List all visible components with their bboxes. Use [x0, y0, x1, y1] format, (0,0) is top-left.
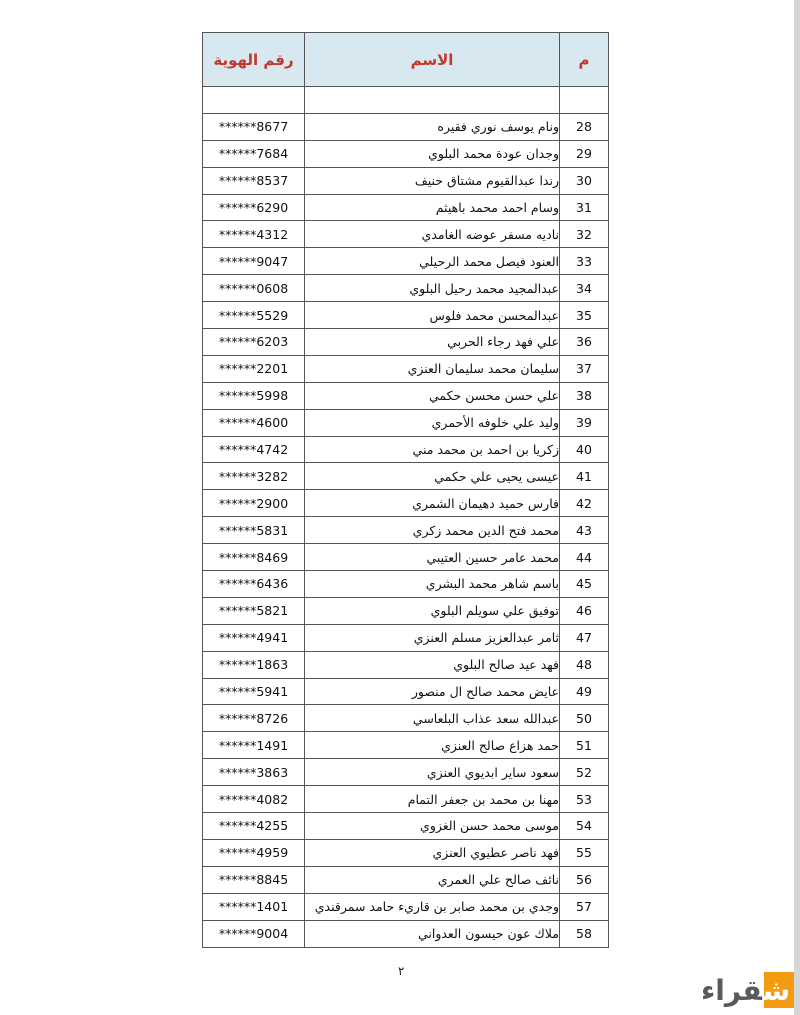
row-name: زكريا بن احمد بن محمد مني: [305, 436, 560, 463]
table-row: [203, 167, 609, 194]
row-number: 32: [560, 221, 609, 248]
row-number: 56: [560, 866, 609, 893]
table-row: [203, 355, 609, 382]
table-row: [203, 194, 609, 221]
row-name: ثامر عبدالعزيز مسلم العنزي: [305, 624, 560, 651]
row-number: 47: [560, 624, 609, 651]
row-id-number: ******8726: [203, 705, 305, 732]
row-id-number: ******5998: [203, 382, 305, 409]
row-number: 36: [560, 329, 609, 356]
row-name: العنود فيصل محمد الرحيلي: [305, 248, 560, 275]
row-name: علي حسن محسن حكمي: [305, 382, 560, 409]
table-row: [203, 113, 609, 140]
table-row: [203, 517, 609, 544]
row-number: 31: [560, 194, 609, 221]
row-id-number: ******4082: [203, 786, 305, 813]
row-number: 55: [560, 839, 609, 866]
table-header-row: [203, 33, 609, 87]
row-number: 43: [560, 517, 609, 544]
row-name: فهد ناصر عطيوي العنزي: [305, 839, 560, 866]
row-name: علي فهد رجاء الحربي: [305, 329, 560, 356]
row-name: موسى محمد حسن الغزوي: [305, 813, 560, 840]
site-logo: [700, 972, 794, 1008]
table-row: [203, 920, 609, 947]
row-id-number: ******4312: [203, 221, 305, 248]
row-id-number: ******2201: [203, 355, 305, 382]
table-row: [203, 221, 609, 248]
table-row: [203, 329, 609, 356]
row-number: 57: [560, 893, 609, 920]
row-name: محمد فتح الدين محمد زكري: [305, 517, 560, 544]
row-id-number: ******2900: [203, 490, 305, 517]
row-id-number: ******6290: [203, 194, 305, 221]
table-row: [203, 544, 609, 571]
table-row: [203, 490, 609, 517]
row-id-number: ******4255: [203, 813, 305, 840]
logo-first-letter: ش: [762, 974, 790, 1007]
row-id-number: ******8677: [203, 113, 305, 140]
row-id-number: ******4959: [203, 839, 305, 866]
row-id-number: ******1491: [203, 732, 305, 759]
table-row: [203, 786, 609, 813]
table-row: [203, 893, 609, 920]
row-name: محمد عامر حسين العتيبي: [305, 544, 560, 571]
table-row: [203, 678, 609, 705]
table-row: [203, 597, 609, 624]
row-id-number: ******4742: [203, 436, 305, 463]
table-row: [203, 651, 609, 678]
row-number: 44: [560, 544, 609, 571]
row-name: عبدالمحسن محمد فلوس: [305, 302, 560, 329]
table-row: [203, 382, 609, 409]
table-row: [203, 409, 609, 436]
row-number: 58: [560, 920, 609, 947]
table-row: [203, 140, 609, 167]
row-number: 54: [560, 813, 609, 840]
row-name: ملاك عون حيسون العدواني: [305, 920, 560, 947]
row-id-number: ******0608: [203, 275, 305, 302]
row-id-number: ******4941: [203, 624, 305, 651]
row-number: 48: [560, 651, 609, 678]
row-id-number: ******3863: [203, 759, 305, 786]
row-name: رندا عبدالقيوم مشتاق حنيف: [305, 167, 560, 194]
row-name: عيسى يحيى علي حكمي: [305, 463, 560, 490]
row-name: توفيق علي سويلم البلوي: [305, 597, 560, 624]
row-number: 46: [560, 597, 609, 624]
row-id-number: ******1401: [203, 893, 305, 920]
row-name: ونام يوسف نوري فقيره: [305, 113, 560, 140]
row-id-number: ******7684: [203, 140, 305, 167]
row-number: 37: [560, 355, 609, 382]
row-id-number: ******5941: [203, 678, 305, 705]
table-row: [203, 813, 609, 840]
row-name: فارس حميد دهيمان الشمري: [305, 490, 560, 517]
row-id-number: ******1863: [203, 651, 305, 678]
row-name: عايض محمد صالح ال منصور: [305, 678, 560, 705]
row-id-number: ******8469: [203, 544, 305, 571]
row-name: حمد هزاع صالح العنزي: [305, 732, 560, 759]
row-id-number: ******6436: [203, 571, 305, 598]
row-id-number: ******6203: [203, 329, 305, 356]
row-number: 53: [560, 786, 609, 813]
row-name: عبدالله سعد عذاب البلعاسي: [305, 705, 560, 732]
row-id-number: ******8845: [203, 866, 305, 893]
row-number: 41: [560, 463, 609, 490]
row-number: 35: [560, 302, 609, 329]
row-number: 28: [560, 113, 609, 140]
row-number: 38: [560, 382, 609, 409]
row-name: وجدي بن محمد صابر بن قاريء حامد سمرقندي: [305, 893, 560, 920]
header-spacer-row: [203, 87, 609, 114]
row-number: 30: [560, 167, 609, 194]
table-row: [203, 839, 609, 866]
table-row: [203, 705, 609, 732]
logo-rest: قراء: [700, 974, 763, 1007]
page-number: ٢: [398, 964, 405, 978]
table-row: [203, 624, 609, 651]
row-number: 49: [560, 678, 609, 705]
table-row: [203, 571, 609, 598]
row-number: 50: [560, 705, 609, 732]
row-id-number: ******9004: [203, 920, 305, 947]
row-number: 33: [560, 248, 609, 275]
header-id: رقم الهوية: [203, 33, 305, 87]
row-name: مهنا بن محمد بن جعفر التمام: [305, 786, 560, 813]
table-row: [203, 866, 609, 893]
row-id-number: ******5821: [203, 597, 305, 624]
row-name: فهد عيد صالح البلوي: [305, 651, 560, 678]
row-id-number: ******5529: [203, 302, 305, 329]
row-id-number: ******3282: [203, 463, 305, 490]
row-number: 40: [560, 436, 609, 463]
row-number: 34: [560, 275, 609, 302]
header-number: م: [560, 33, 609, 87]
row-name: ناديه مسفر عوضه الغامدي: [305, 221, 560, 248]
row-name: سعود ساير ابديوي العنزي: [305, 759, 560, 786]
row-name: عبدالمجيد محمد رحيل البلوي: [305, 275, 560, 302]
table-body: [203, 87, 609, 948]
table-row: [203, 759, 609, 786]
table-row: [203, 436, 609, 463]
row-name: وسام احمد محمد باهيثم: [305, 194, 560, 221]
header-name: الاسم: [305, 33, 560, 87]
table-row: [203, 302, 609, 329]
row-number: 52: [560, 759, 609, 786]
row-number: 45: [560, 571, 609, 598]
table-row: [203, 463, 609, 490]
row-name: باسم شاهر محمد البشري: [305, 571, 560, 598]
row-number: 42: [560, 490, 609, 517]
row-name: وجدان عودة محمد البلوي: [305, 140, 560, 167]
table-row: [203, 732, 609, 759]
logo-text: [701, 974, 790, 1007]
row-name: نائف صالح علي العمري: [305, 866, 560, 893]
row-id-number: ******4600: [203, 409, 305, 436]
row-id-number: ******8537: [203, 167, 305, 194]
row-name: وليد علي خلوفه الأحمري: [305, 409, 560, 436]
table-row: [203, 275, 609, 302]
row-number: 51: [560, 732, 609, 759]
row-id-number: ******9047: [203, 248, 305, 275]
table-row: [203, 248, 609, 275]
names-table: [202, 32, 609, 948]
row-id-number: ******5831: [203, 517, 305, 544]
row-number: 29: [560, 140, 609, 167]
row-number: 39: [560, 409, 609, 436]
row-name: سليمان محمد سليمان العنزي: [305, 355, 560, 382]
